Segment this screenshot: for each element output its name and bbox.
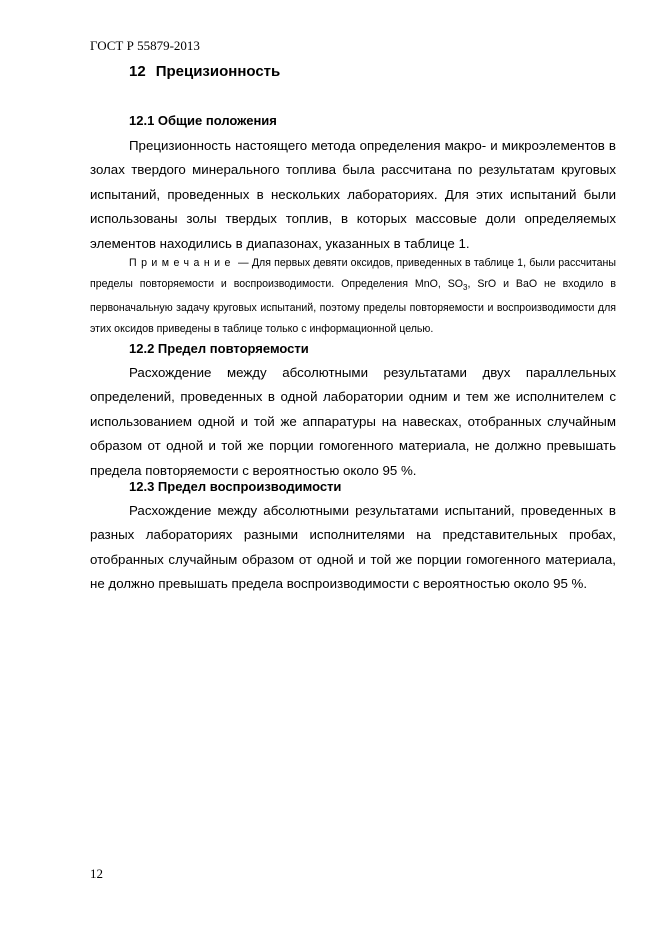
paragraph-repeatability: Расхождение между абсолютными результатами двух параллельных определений, проведенных в одной лаборатории одним и тем же исполнителем с использованием одной и той же аппаратуры на навесках, отобранных случайным образом от одной и той же порции гомогенного материала, не должно превышать предела повторяемости с вероятностью около 95 %. [90,365,616,478]
note-text-part1: Для первых девяти оксидов, приведенных в таблице 1, были рассчитаны пределы повторяемости и воспроизводимости. Определения MnO, SO [90,257,616,290]
standard-designation: ГОСТ Р 55879-2013 [90,38,200,53]
subsection-heading-12-3: 12.3 Предел воспроизводимости [129,479,342,494]
note-text-part2: , SrO и BaO не входило в первоначальную задачу круговых испытаний, поэтому пределы повторяемости и воспроизводимости для этих оксидов приведены в таблице только с информационной целью. [90,278,616,336]
section-title-text: Прецизионность [155,63,281,80]
page-number: 12 [90,866,103,881]
note-paragraph [90,253,616,340]
paragraph-reproducibility: Расхождение между абсолютными результатами испытаний, проведенных в разных лабораториях разными исполнителями на представительных пробах, отобранных случайным образом от одной и той же порции гомогенного материала, не должно превышать предела воспроизводимости с вероятностью около 95 %. [90,503,616,592]
so3-subscript: 3 [463,283,468,293]
subsection-heading-12-2: 12.2 Предел повторяемости [129,341,309,356]
note-dash: — [238,257,249,269]
paragraph-general-provisions: Прецизионность настоящего метода определения макро- и микроэлементов в золах твердого минерального топлива была рассчитана по результатам круговых испытаний, проведенных в нескольких лабораториях. Для этих испытаний были использованы золы твердых топлив, в которых массовые доли определяемых элементов находились в диапазонах, указанных в таблице 1. [90,138,616,251]
note-label: Примечание [129,257,235,269]
section-heading [129,62,280,82]
section-number: 12 [129,63,146,80]
subsection-heading-12-1: 12.1 Общие положения [129,113,277,128]
